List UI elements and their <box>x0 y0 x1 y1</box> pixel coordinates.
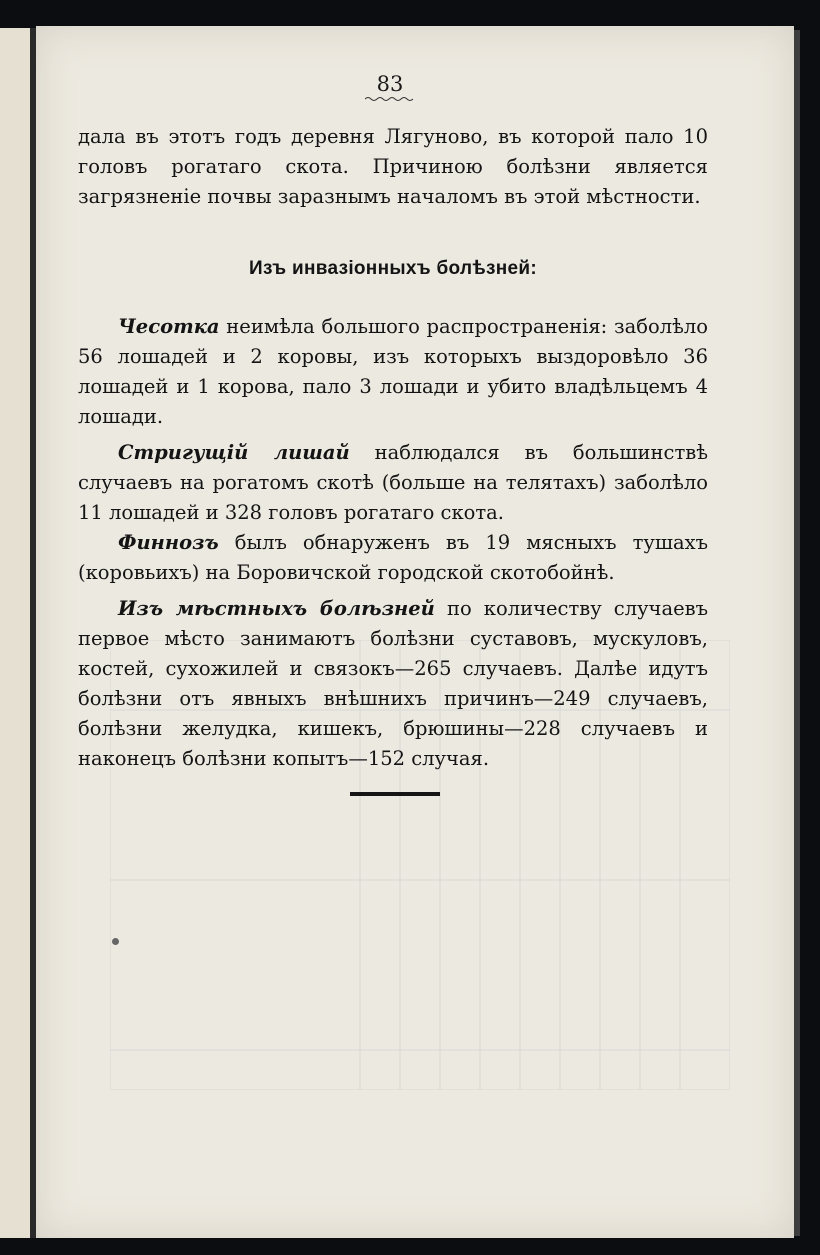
paragraph-finnosis <box>78 528 708 588</box>
term-finnosis: Финнозъ <box>118 531 219 554</box>
paragraph-local-diseases <box>78 594 708 774</box>
previous-page-strip <box>0 28 32 1238</box>
paragraph-ringworm <box>78 438 708 528</box>
paragraph: дала въ этотъ годъ деревня Лягуново, въ которой пало 10 головъ рогатаго скота. Причиною болѣзни является загрязненіе почвы заразнымъ началомъ въ этой мѣстности. <box>78 125 708 208</box>
page-number: 83 <box>376 72 404 96</box>
paragraph-scabies <box>78 312 708 432</box>
term-local-diseases: Изъ мѣстныхъ болѣзней <box>118 597 435 620</box>
paragraph-local-diseases-text: по количеству случаевъ первое мѣсто занимаютъ болѣзни суставовъ, мускуловъ, костей, сухожилей и связокъ—265 случаевъ. Далѣе идутъ болѣзни отъ явныхъ внѣшнихъ причинъ—249 случаевъ, болѣзни желудка, кишекъ, брюшины—228 случаевъ и наконецъ болѣзни копытъ—152 случая. <box>78 597 708 770</box>
term-scabies: Чесотка <box>118 315 220 338</box>
page-number-ornament <box>365 96 415 102</box>
paragraph-ringworm-text: наблюдался въ большинствѣ случаевъ на рогатомъ скотѣ (больше на телятахъ) заболѣло 11 лошадей и 328 головъ рогатаго скота. <box>78 441 708 524</box>
body-text <box>78 122 708 774</box>
term-ringworm: Стригущій лишай <box>118 441 350 464</box>
paragraph-finnosis-text: былъ обнаруженъ въ 19 мясныхъ тушахъ (коровьихъ) на Боровичской городской скотобойнѣ. <box>78 531 708 584</box>
page-edge <box>794 30 800 1236</box>
paper-spot <box>112 938 119 945</box>
section-end-rule <box>350 792 440 796</box>
paragraph-scabies-text: неимѣла большого распространенія: заболѣло 56 лошадей и 2 коровы, изъ которыхъ выздоровѣло 36 лошадей и 1 корова, пало 3 лошади и убито владѣльцемъ 4 лошади. <box>78 315 708 428</box>
section-heading: Изъ инвазіонныхъ болѣзней: <box>249 258 537 279</box>
